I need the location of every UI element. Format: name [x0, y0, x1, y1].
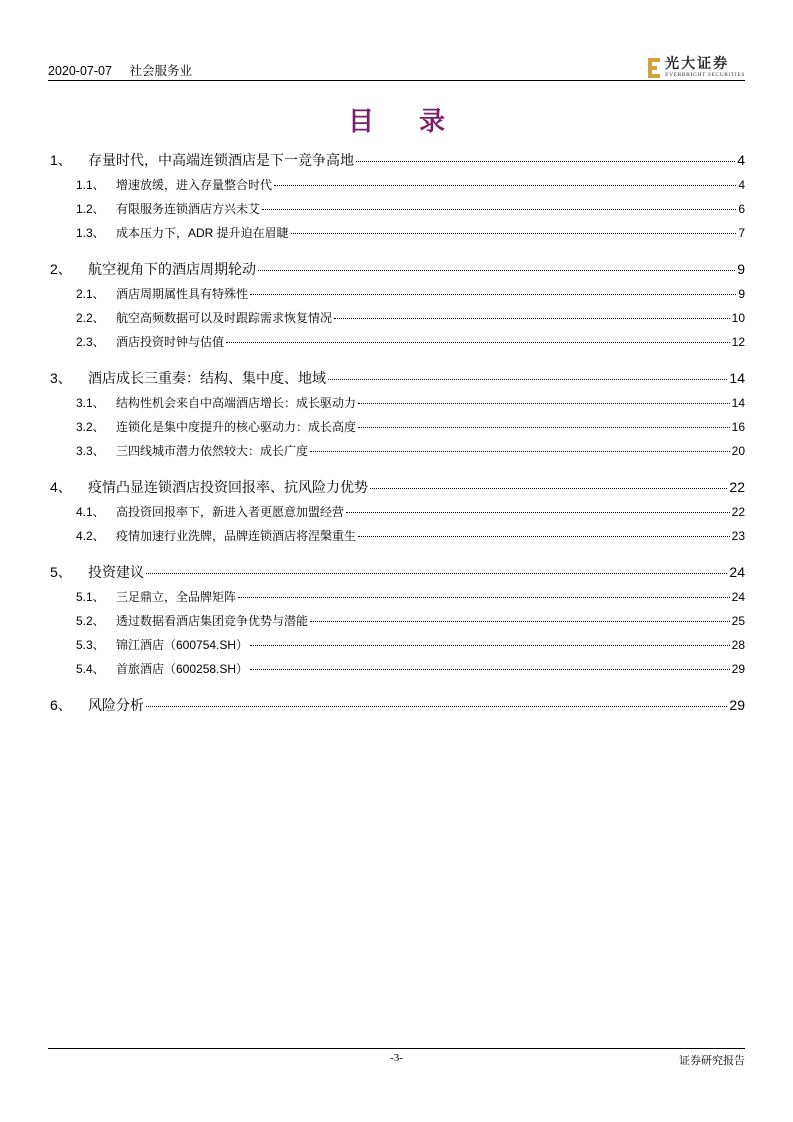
toc-entry-page[interactable]: 6 — [738, 202, 745, 216]
toc-entry-number: 3、 — [50, 370, 72, 386]
toc-entry-page[interactable]: 12 — [731, 335, 745, 349]
toc-entry-number: 5.1、 — [76, 590, 105, 604]
toc-dot-leader — [370, 488, 727, 489]
toc-entry-page[interactable]: 24 — [731, 590, 745, 604]
toc-dot-leader — [250, 645, 730, 646]
toc-entry-title[interactable]: 航空高频数据可以及时跟踪需求恢复情况 — [116, 311, 333, 325]
toc-entry-number: 3.3、 — [76, 444, 105, 458]
toc-entry-page[interactable]: 22 — [731, 505, 745, 519]
toc-entry-page[interactable]: 28 — [731, 638, 745, 652]
toc-entry[interactable] — [48, 150, 745, 170]
toc-entry-page[interactable]: 24 — [729, 564, 745, 580]
logo-chinese-name: 光大证券 — [665, 56, 730, 73]
toc-entry[interactable] — [48, 636, 745, 653]
toc-entry-title[interactable]: 首旅酒店（600258.SH） — [116, 662, 249, 676]
toc-entry-title[interactable]: 增速放缓，进入存量整合时代 — [116, 178, 273, 192]
toc-dot-leader — [310, 621, 730, 622]
toc-entry-page[interactable]: 4 — [738, 178, 745, 192]
toc-entry-title[interactable]: 有限服务连锁酒店方兴未艾 — [116, 202, 261, 216]
toc-entry-title[interactable]: 成本压力下，ADR 提升迫在眉睫 — [116, 226, 289, 240]
toc-entry-page[interactable]: 14 — [731, 396, 745, 410]
toc-dot-leader — [262, 209, 736, 210]
toc-entry-number: 5.4、 — [76, 662, 105, 676]
toc-dot-leader — [328, 379, 727, 380]
toc-entry-page[interactable]: 29 — [731, 662, 745, 676]
toc-entry-number: 1.1、 — [76, 178, 105, 192]
toc-entry[interactable] — [48, 612, 745, 629]
toc-dot-leader — [358, 403, 730, 404]
toc-entry-page[interactable]: 20 — [731, 444, 745, 458]
page-header — [48, 56, 745, 82]
toc-entry-number: 1、 — [50, 152, 72, 168]
logo-mark-icon — [648, 58, 660, 78]
header-meta — [48, 61, 206, 79]
toc-dot-leader — [358, 536, 730, 537]
toc-entry-page[interactable]: 9 — [738, 287, 745, 301]
toc-entry[interactable] — [48, 695, 745, 715]
toc-entry[interactable] — [48, 442, 745, 459]
toc-entry-page[interactable]: 14 — [729, 370, 745, 386]
toc-entry[interactable] — [48, 224, 745, 241]
toc-dot-leader — [291, 233, 737, 234]
toc-entry[interactable] — [48, 562, 745, 582]
toc-entry-page[interactable]: 22 — [729, 479, 745, 495]
footer-divider — [48, 1048, 745, 1049]
toc-entry-number: 2.1、 — [76, 287, 105, 301]
toc-entry-number: 4.1、 — [76, 505, 105, 519]
toc-entry-title[interactable]: 风险分析 — [88, 697, 144, 713]
toc-entry-title[interactable]: 存量时代，中高端连锁酒店是下一竞争高地 — [88, 152, 354, 168]
toc-dot-leader — [238, 597, 730, 598]
toc-entry-number: 1.2、 — [76, 202, 105, 216]
toc-entry[interactable] — [48, 368, 745, 388]
toc-dot-leader — [258, 270, 735, 271]
toc-entry-title[interactable]: 酒店周期属性具有特殊性 — [116, 287, 249, 301]
toc-entry-title[interactable]: 投资建议 — [88, 564, 144, 580]
toc-entry[interactable] — [48, 394, 745, 411]
toc-dot-leader — [346, 512, 730, 513]
toc-title: 目 录 — [347, 107, 464, 137]
toc-entry-page[interactable]: 9 — [737, 261, 745, 277]
toc-entry-page[interactable]: 10 — [731, 311, 745, 325]
toc-dot-leader — [358, 427, 730, 428]
toc-dot-leader — [250, 294, 736, 295]
toc-entry[interactable] — [48, 333, 745, 350]
toc-dot-leader — [274, 185, 736, 186]
toc-entry-title[interactable]: 三四线城市潜力依然较大：成长广度 — [116, 444, 309, 458]
toc-entry-title[interactable]: 三足鼎立，全品牌矩阵 — [116, 590, 237, 604]
toc-dot-leader — [310, 451, 730, 452]
toc-entry-number: 6、 — [50, 697, 72, 713]
toc-entry-number: 5.2、 — [76, 614, 105, 628]
toc-entry-title[interactable]: 航空视角下的酒店周期轮动 — [88, 261, 256, 277]
toc-entry-title[interactable]: 酒店成长三重奏：结构、集中度、地域 — [88, 370, 326, 386]
toc-entry-title[interactable]: 连锁化是集中度提升的核心驱动力：成长高度 — [116, 420, 357, 434]
toc-entry[interactable] — [48, 588, 745, 605]
toc-entry-number: 4.2、 — [76, 529, 105, 543]
logo-english-name: EVERBRIGHT SECURITIES — [665, 72, 745, 79]
report-date: 2020-07-07 — [48, 64, 112, 78]
toc-entry-page[interactable]: 16 — [731, 420, 745, 434]
toc-entry-page[interactable]: 7 — [738, 226, 745, 240]
toc-entry-number: 2、 — [50, 261, 72, 277]
toc-entry-page[interactable]: 29 — [729, 697, 745, 713]
toc-entry[interactable] — [48, 418, 745, 435]
toc-entry-title[interactable]: 高投资回报率下，新进入者更愿意加盟经营 — [116, 505, 345, 519]
toc-entry-number: 3.2、 — [76, 420, 105, 434]
toc-entry[interactable] — [48, 176, 745, 193]
toc-entry-page[interactable]: 4 — [737, 152, 745, 168]
toc-entry-page[interactable]: 25 — [731, 614, 745, 628]
toc-entry[interactable] — [48, 200, 745, 217]
toc-entry-number: 3.1、 — [76, 396, 105, 410]
toc-dot-leader — [356, 161, 735, 162]
toc-dot-leader — [146, 573, 727, 574]
toc-entry[interactable] — [48, 259, 745, 279]
toc-entry-title[interactable]: 疫情凸显连锁酒店投资回报率、抗风险力优势 — [88, 479, 368, 495]
toc-entry-title[interactable]: 疫情加速行业洗牌，品牌连锁酒店将涅槃重生 — [116, 529, 357, 543]
toc-entry[interactable] — [48, 477, 745, 497]
toc-entry-title[interactable]: 酒店投资时钟与估值 — [116, 335, 225, 349]
toc-entry-number: 2.2、 — [76, 311, 105, 325]
toc-entry-number: 5.3、 — [76, 638, 105, 652]
toc-entry-number: 2.3、 — [76, 335, 105, 349]
toc-entry[interactable] — [48, 503, 745, 520]
toc-entry[interactable] — [48, 285, 745, 302]
toc-entry[interactable] — [48, 527, 745, 544]
header-divider — [48, 80, 745, 81]
report-sector: 社会服务业 — [129, 64, 192, 78]
toc-dot-leader — [146, 706, 727, 707]
page-number: -3- — [390, 1052, 403, 1064]
toc-dot-leader — [334, 318, 730, 319]
toc-entry-title[interactable]: 透过数据看酒店集团竞争优势与潜能 — [116, 614, 309, 628]
toc-dot-leader — [250, 669, 730, 670]
toc-entry-number: 5、 — [50, 564, 72, 580]
toc-dot-leader — [226, 342, 730, 343]
toc-entry-title[interactable]: 结构性机会来自中高端酒店增长：成长驱动力 — [116, 396, 357, 410]
toc-entry[interactable] — [48, 309, 745, 326]
company-logo — [648, 56, 745, 80]
toc-entry-title[interactable]: 锦江酒店（600754.SH） — [116, 638, 249, 652]
toc-entry-number: 1.3、 — [76, 226, 105, 240]
toc-entry-page[interactable]: 23 — [731, 529, 745, 543]
toc-entry-number: 4、 — [50, 479, 72, 495]
toc-entry[interactable] — [48, 660, 745, 677]
report-type-label: 证券研究报告 — [679, 1055, 745, 1067]
